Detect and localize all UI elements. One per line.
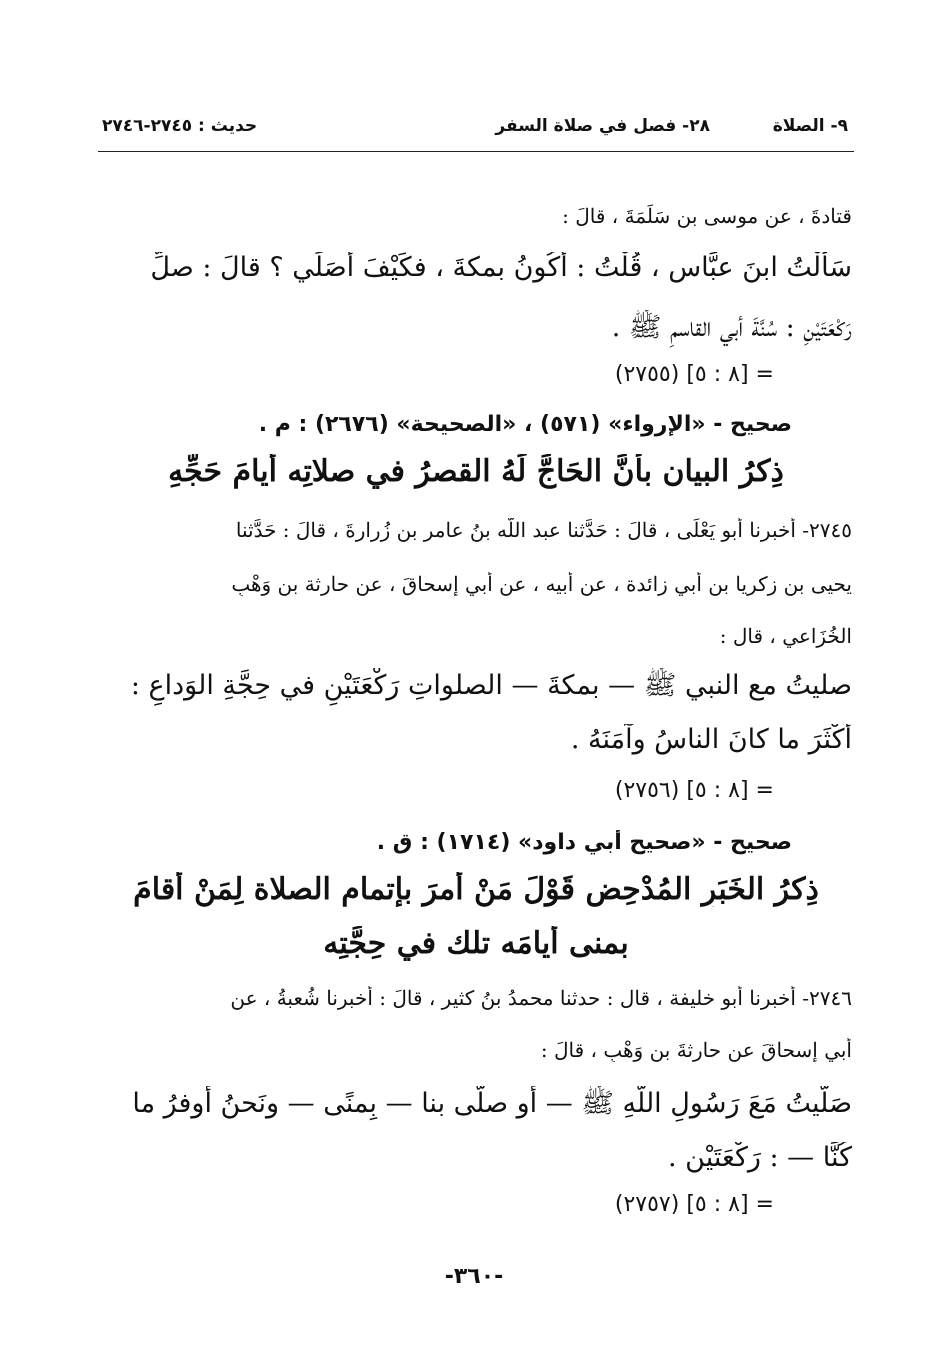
- text-line: قتادةَ ، عن موسى بن سَلَمَةَ ، قالَ :: [562, 204, 852, 228]
- hadith-reference: = [٨ : ٥] (٢٧٥٦): [614, 778, 774, 803]
- chapter-heading: ذِكرُ الخَبَرِ المُدْحِضِ قَوْلَ مَنْ أمرَ بإتمامِ الصلاة لِمَنْ أقامَ: [133, 872, 819, 907]
- isnad-line: ٢٧٤٦- أخبرنا أبو خليفة ، قال : حدثنا محمدُ بنُ كثيرٍ ، قالَ : أخبرنا شُعبةُ ، عن: [230, 986, 852, 1010]
- hadith-text-line: صليتُ مع النبي ﷺ — بمكةَ — الصلواتِ رَكْعَتَيْنِ في حِجَّةِ الوَداعِ :: [130, 670, 852, 701]
- hadith-text-line: رَكْعَتَيْنِ : سُنَّةَ أبي القاسمِ ﷺ .: [611, 312, 852, 343]
- header-chapter: ٩- الصلاة: [772, 116, 848, 136]
- isnad-line: أبي إسحاقَ عن حارثةَ بنِ وَهْبٍ ، قالَ :: [540, 1038, 852, 1062]
- hadith-reference: = [٨ : ٥] (٢٧٥٧): [614, 1192, 774, 1217]
- isnad-line: الخُزَاعي ، قال :: [719, 624, 852, 648]
- page-number: -٣٦٠-: [444, 1264, 504, 1289]
- hadith-text-line: صَلَّيتُ مَعَ رَسُولِ اللّهِ ﷺ — أو صلَّى بنا — بِمنًى — ونَحنُ أوفرُ ما: [132, 1088, 852, 1119]
- chapter-heading: بمنى أيامَه تلك في حِجَّتِه: [323, 926, 629, 961]
- chapter-heading: ذِكرُ البيان بأنَّ الحَاجَّ لَهُ القصرُ في صلاتِه أيامَ حَجِّهِ: [168, 454, 784, 489]
- hadith-text-line: كُنَّا — : رَكْعَتَيْنِ .: [667, 1142, 852, 1173]
- hadith-reference: = [٨ : ٥] (٢٧٥٥): [614, 362, 774, 387]
- isnad-line: يحيى بن زكريا بن أبي زائدة ، عن أبيه ، عن أبي إسحاقَ ، عن حارثة بن وَهْبٍ: [231, 572, 852, 596]
- header-section: ٢٨- فصل في صلاة السفر: [495, 116, 710, 136]
- header-rule: [98, 151, 854, 152]
- hadith-text-line: سَأَلْتُ ابنَ عبَّاس ، قُلْتُ : أَكُونُ بمكةَ ، فكَيْفَ أُصَلِّي ؟ قالَ : صلِّ: [150, 252, 852, 283]
- hadith-grade: صحيح - «صحيح أبي داود» (١٧١٤) : ق .: [376, 830, 792, 855]
- hadith-text-line: أَكْثَرَ ما كانَ الناسُ وآمَنَهُ .: [570, 724, 852, 755]
- hadith-grade: صحيح - «الإرواء» (٥٧١) ، «الصحيحة» (٢٦٧٦) : م .: [258, 412, 792, 437]
- header-hadith-range: حديث : ٢٧٤٥-٢٧٤٦: [102, 116, 258, 136]
- isnad-line: ٢٧٤٥- أخبرنا أبو يَعْلَى ، قالَ : حَدَّثنا عبد اللّه بنُ عامر بن زُرارةَ ، قالَ : حَدَّثنا: [235, 518, 852, 542]
